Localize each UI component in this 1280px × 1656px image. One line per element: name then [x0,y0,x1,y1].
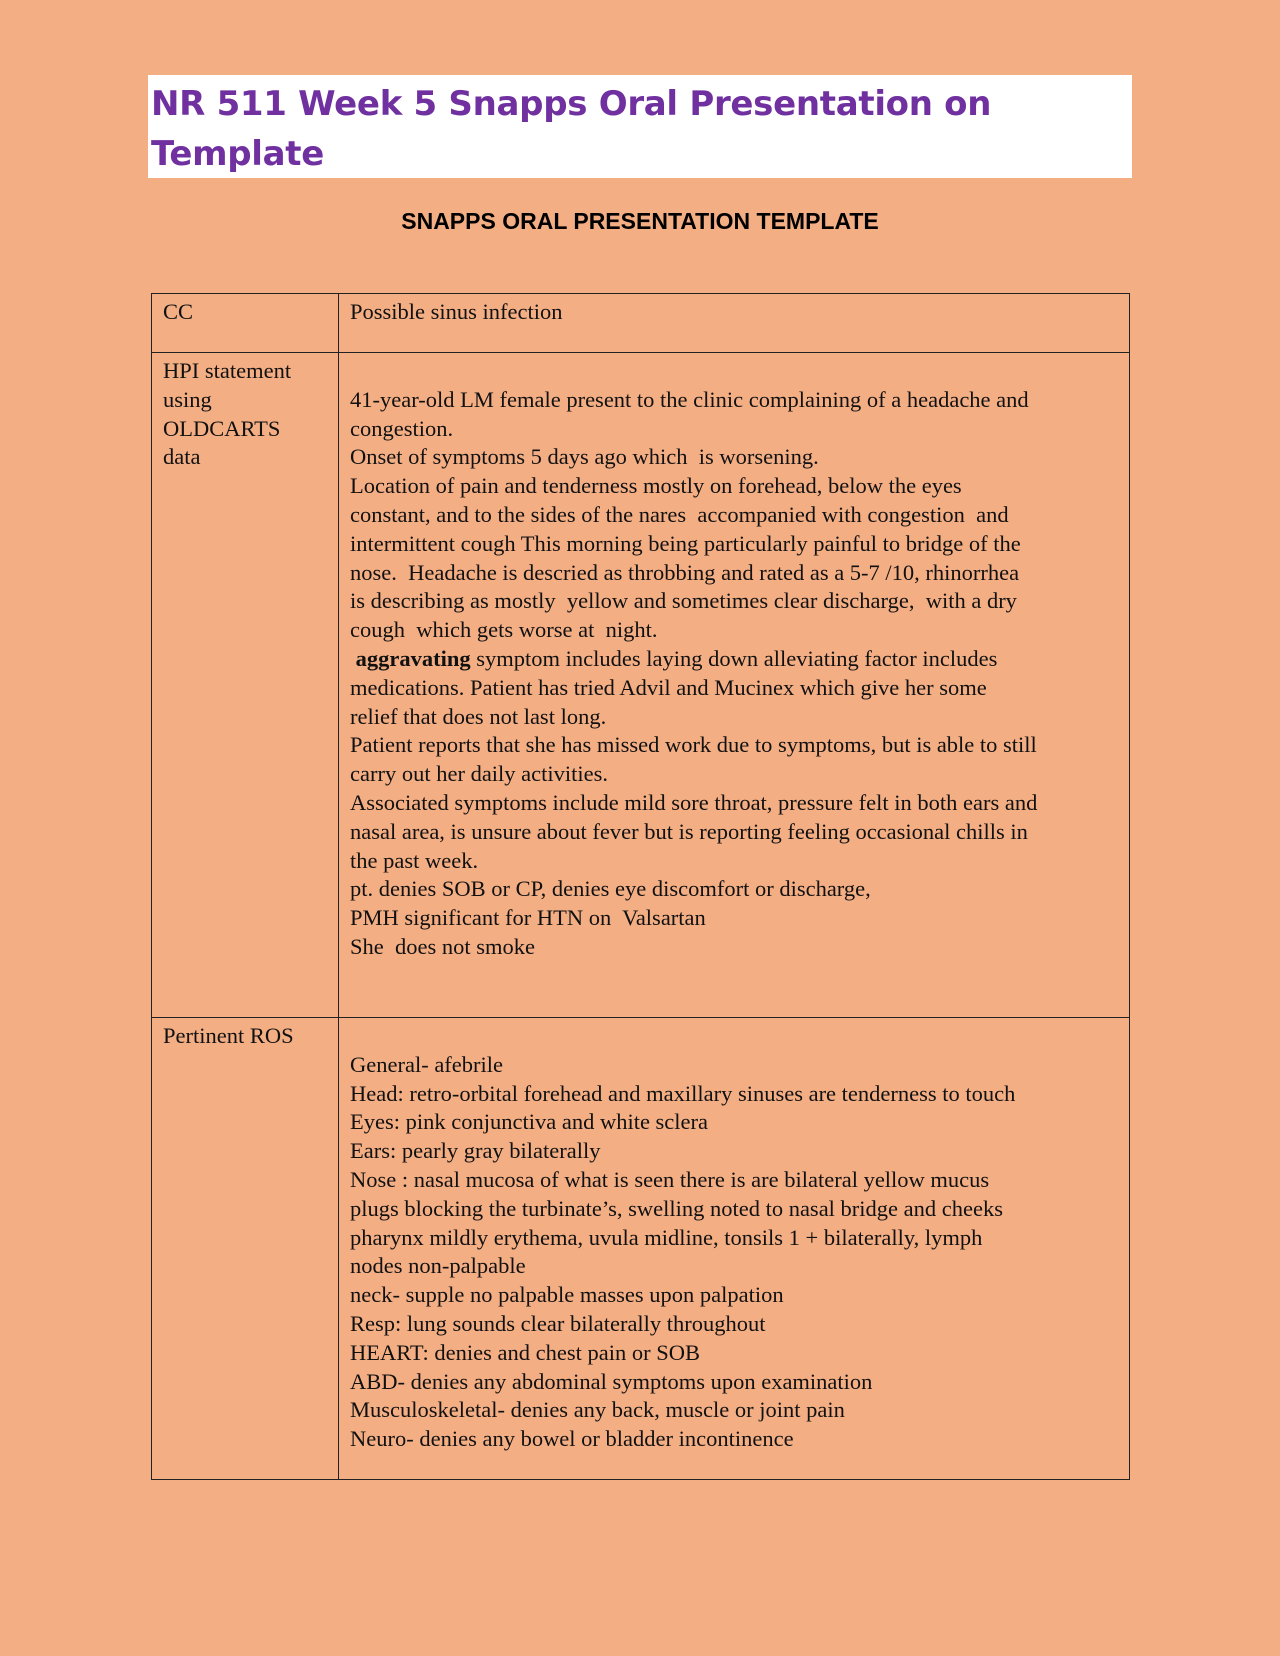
snapps-table [151,293,1130,1480]
ros-line: neck- supple no palpable masses upon palpation [350,1282,784,1308]
ros-line: pharynx mildly erythema, uvula midline, tonsils 1 + bilaterally, lymph [350,1224,983,1250]
table-row-ros [152,1018,1130,1480]
hpi-aggravating-line [350,645,1121,674]
ros-line: Ears: pearly gray bilaterally [350,1138,601,1164]
table-row-hpi [152,353,1130,1018]
ros-line: Head: retro-orbital forehead and maxillary sinuses are tenderness to touch [350,1080,1016,1106]
hpi-line: 41-year-old LM female present to the clinic complaining of a headache and [350,386,1029,412]
hpi-content [339,353,1130,1018]
hpi-line: Associated symptoms include mild sore throat, pressure felt in both ears and [350,789,1038,815]
ros-label: Pertinent ROS [152,1018,339,1480]
aggravating-bold-text: aggravating [355,645,471,671]
ros-line: ABD- denies any abdominal symptoms upon examination [350,1368,873,1394]
title-line-1: NR 511 Week 5 Snapps Oral Presentation on [151,84,992,124]
ros-content [339,1018,1130,1480]
hpi-label-line: data [163,444,201,470]
cc-value: Possible sinus infection [339,294,1130,353]
aggravating-rest-text: symptom includes laying down alleviating factor includes [470,645,998,671]
hpi-line: Onset of symptoms 5 days ago which is worsening. [350,444,819,470]
hpi-line: Patient reports that she has missed work due to symptoms, but is able to still [350,732,1037,758]
ros-line: General- afebrile [350,1051,504,1077]
template-heading: SNAPPS ORAL PRESENTATION TEMPLATE [401,208,879,234]
hpi-line: constant, and to the sides of the nares accompanied with congestion and [350,501,1009,527]
hpi-label [152,353,339,1018]
hpi-line: is describing as mostly yellow and sometimes clear discharge, with a dry [350,588,1017,614]
blank-line [350,1022,1121,1051]
ros-line: Neuro- denies any bowel or bladder incontinence [350,1426,794,1452]
hpi-line: She does not smoke [350,933,535,959]
ros-line: HEART: denies and chest pain or SOB [350,1339,700,1365]
ros-line: Resp: lung sounds clear bilaterally throughout [350,1310,766,1336]
hpi-line: nasal area, is unsure about fever but is reporting feeling occasional chills in [350,818,1028,844]
ros-line: Nose : nasal mucosa of what is seen there is are bilateral yellow mucus [350,1166,990,1192]
hpi-line: intermittent cough This morning being particularly painful to bridge of the [350,530,1021,556]
title-line-2: Template [151,134,325,174]
hpi-line: pt. denies SOB or CP, denies eye discomfort or discharge, [350,876,871,902]
hpi-label-line: using [163,386,212,412]
hpi-line: medications. Patient has tried Advil and Mucinex which give her some [350,674,987,700]
document-title [151,79,1128,179]
hpi-line: the past week. [350,847,479,873]
hpi-label-line: HPI statement [163,358,292,383]
title-banner [148,75,1132,178]
blank-line [350,357,1121,386]
ros-line: plugs blocking the turbinate’s, swelling noted to nasal bridge and cheeks [350,1195,1003,1221]
ros-line: Musculoskeletal- denies any back, muscle or joint pain [350,1397,845,1423]
hpi-line: carry out her daily activities. [350,761,609,787]
hpi-line: cough which gets worse at night. [350,617,658,643]
hpi-line: relief that does not last long. [350,703,607,729]
hpi-line: nose. Headache is descried as throbbing and rated as a 5-7 /10, rhinorrhea [350,559,1020,585]
ros-line: Eyes: pink conjunctiva and white sclera [350,1109,709,1135]
hpi-line: congestion. [350,415,454,441]
hpi-line: PMH significant for HTN on Valsartan [350,905,706,931]
hpi-line: Location of pain and tenderness mostly on forehead, below the eyes [350,473,962,499]
table-row-cc [152,294,1130,353]
hpi-label-line: OLDCARTS [163,415,281,441]
ros-line: nodes non-palpable [350,1253,526,1279]
cc-label: CC [152,294,339,353]
